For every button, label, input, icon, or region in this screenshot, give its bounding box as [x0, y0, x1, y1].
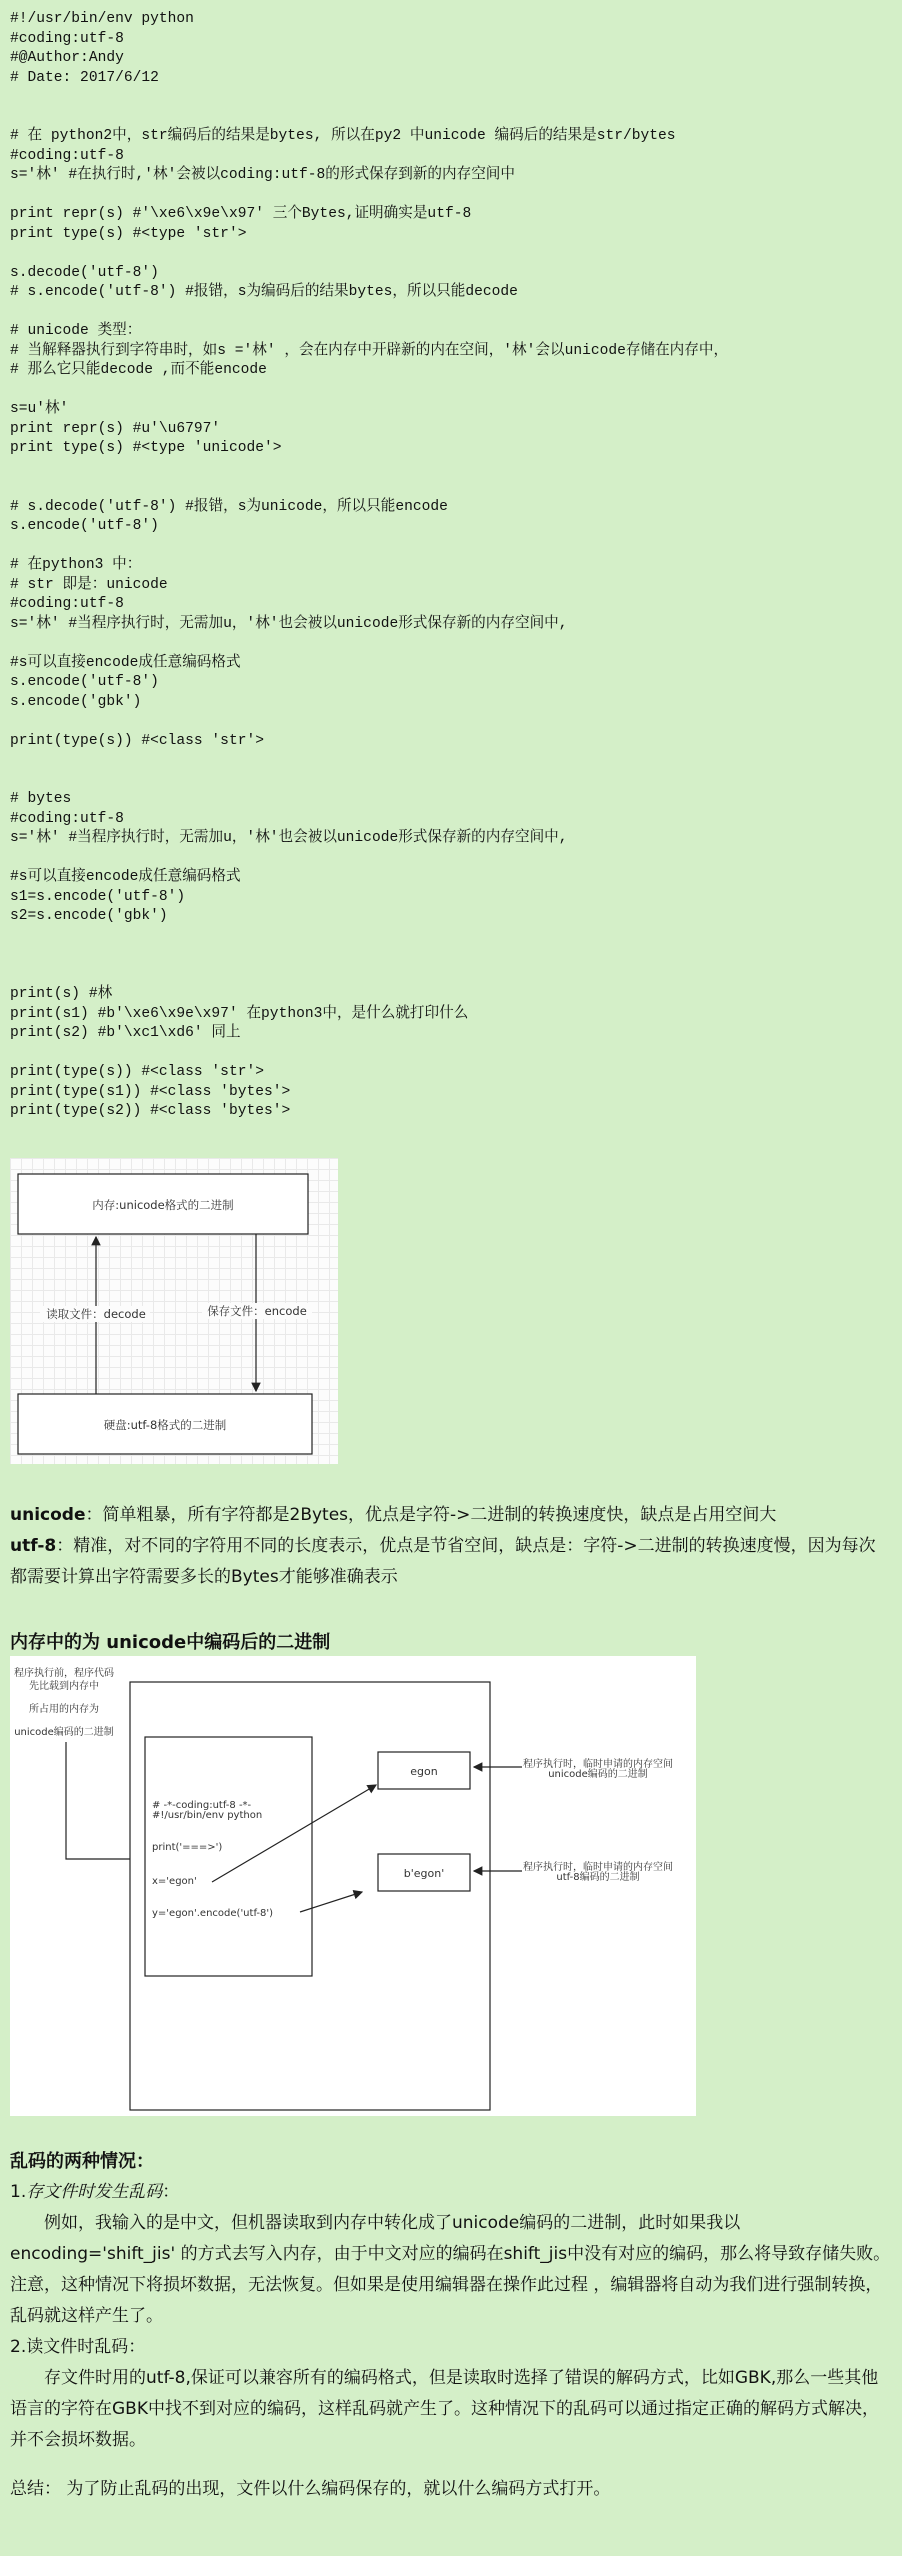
code-line: #coding:utf-8 — [10, 147, 124, 164]
note-bottom-line-2: utf-8编码的二进制 — [556, 1872, 640, 1883]
case2-body: 存文件时用的utf-8,保证可以兼容所有的编码格式，但是读取时选择了错误的解码方式，比如GBK,那么一些其他语言的字符在GBK中找不到对应的编码，这样乱码就产生了。这种情况下的乱码可以通过指定正确的解码方式解决，并不会损坏数据。 — [10, 2368, 879, 2450]
memory-box-label: 内存:unicode格式的二进制 — [92, 1198, 234, 1212]
code-line: # str 即是：unicode — [10, 576, 168, 593]
code-line: # 在python3 中： — [10, 557, 142, 573]
code-box-line-4: x='egon' — [152, 1876, 197, 1887]
note-top-line-2: unicode编码的二进制 — [548, 1769, 648, 1780]
note-top-line-1: 程序执行时，临时申请的内存空间 — [523, 1759, 673, 1770]
code-line: #coding:utf-8 — [10, 30, 124, 47]
code-block — [10, 10, 890, 1122]
case1-body: 例如，我输入的是中文，但机器读取到内存中转化成了unicode编码的二进制，此时如果我以encoding='shift_jis' 的方式去写入内存，由于中文对应的编码在shift_jis中没有对应的编码，那么将导致存储失败。注意，这种情况下将损坏数据，无法恢复。但如果是使用编辑器在操作此过程 ，编辑器将自动为我们进行强制转换，乱码就这样产生了。 — [10, 2213, 891, 2326]
code-line: print(s) #林 — [10, 986, 113, 1002]
code-line: # Date: 2017/6/12 — [10, 69, 159, 86]
code-line: print(type(s)) #<class 'str'> — [10, 732, 264, 749]
code-line — [10, 1044, 890, 1064]
code-line: print(type(s)) #<class 'str'> — [10, 1064, 264, 1080]
code-line: print(s2) #b'\xc1\xd6' 同上 — [10, 1025, 241, 1041]
code-line: # s.encode('utf-8') #报错，s为编码后的结果bytes，所以只能decode — [10, 284, 518, 300]
garbled-section — [10, 2146, 892, 2505]
code-line: #coding:utf-8 — [10, 810, 124, 827]
code-line — [10, 244, 890, 264]
flow-diagram-svg — [10, 1158, 338, 1464]
code-line: s='林' #当程序执行时，无需加u，'林'也会被以unicode形式保存新的内存空间中, — [10, 830, 568, 846]
code-line: #s可以直接encode成任意编码格式 — [10, 869, 241, 885]
code-line: s.encode('gbk') — [10, 693, 142, 710]
code-line: s=u'林' — [10, 401, 69, 417]
code-line: print(type(s1)) #<class 'bytes'> — [10, 1083, 291, 1100]
utf8-definition — [10, 1531, 892, 1593]
code-line — [10, 927, 890, 947]
garbled-heading: 乱码的两种情况： — [10, 2151, 154, 2172]
left-note-line-2: 先比载到内存中 — [29, 1681, 99, 1692]
code-line — [10, 946, 890, 966]
case1-title-text: 存文件时发生乱码 — [26, 2182, 163, 2202]
unicode-text: ：简单粗暴，所有字符都是2Bytes，优点是字符->二进制的转换速度快，缺点是占用空间大 — [85, 1505, 777, 1525]
code-line — [10, 303, 890, 323]
encoding-flow-diagram — [10, 1158, 338, 1464]
code-line: print(type(s2)) #<class 'bytes'> — [10, 1103, 291, 1119]
definitions — [10, 1500, 892, 1593]
code-line: #@Author:Andy — [10, 50, 124, 66]
code-line: print type(s) #<type 'unicode'> — [10, 440, 282, 456]
begon-box-label: b'egon' — [403, 1867, 445, 1880]
code-line: s='林' #当程序执行时，无需加u，'林'也会被以unicode形式保存新的内存空间中, — [10, 615, 568, 632]
unicode-definition — [10, 1500, 892, 1531]
code-line: s1=s.encode('utf-8') — [10, 888, 186, 905]
code-line: #!/usr/bin/env python — [10, 11, 194, 27]
left-note-line-1: 程序执行前，程序代码 — [14, 1668, 114, 1679]
summary: 总结： 为了防止乱码的出现，文件以什么编码保存的，就以什么编码方式打开。 — [10, 2479, 611, 2499]
code-box-line-1: # -*-coding:utf-8 -*- — [152, 1800, 252, 1811]
utf8-term: utf-8 — [10, 1536, 57, 1556]
unicode-term: unicode — [10, 1505, 86, 1525]
code-box-line-5: y='egon'.encode('utf-8') — [152, 1908, 274, 1919]
disk-box-label: 硬盘:utf-8格式的二进制 — [103, 1418, 227, 1432]
code-line — [10, 751, 890, 771]
code-line — [10, 186, 890, 206]
code-line: # 当解释器执行到字符串时，如s ='林' ，会在内存中开辟新的内在空间，'林'会以unicode存储在内存中， — [10, 342, 729, 359]
code-line: # s.decode('utf-8') #报错，s为unicode，所以只能encode — [10, 498, 448, 515]
code-line: # unicode 类型： — [10, 323, 142, 339]
code-line — [10, 459, 890, 479]
code-line: #coding:utf-8 — [10, 596, 124, 612]
code-line — [10, 849, 890, 869]
code-line: s.decode('utf-8') — [10, 264, 159, 281]
code-line: # bytes — [10, 791, 72, 807]
code-line: print type(s) #<type 'str'> — [10, 225, 247, 242]
encode-label: 保存文件：encode — [207, 1304, 307, 1318]
note-bottom-line-1: 程序执行时，临时申请的内存空间 — [523, 1862, 673, 1873]
code-line — [10, 381, 890, 401]
case1-colon: ： — [162, 2182, 180, 2202]
case1-title — [10, 2177, 892, 2208]
code-line: #s可以直接encode成任意编码格式 — [10, 654, 241, 671]
memory-heading: 内存中的为 unicode中编码后的二进制 — [10, 1632, 331, 1653]
case2-title: 2.读文件时乱码： — [10, 2337, 146, 2357]
code-line — [10, 712, 890, 732]
code-box-line-2: #!/usr/bin/env python — [152, 1810, 263, 1821]
code-line — [10, 478, 890, 498]
egon-box-label: egon — [410, 1765, 438, 1778]
code-line: s='林' #在执行时,'林'会被以coding:utf-8的形式保存到新的内存空间中 — [10, 167, 515, 183]
code-line — [10, 634, 890, 654]
code-box — [145, 1737, 312, 1976]
code-line — [10, 108, 890, 128]
left-note-line-3: 所占用的内存为 — [29, 1704, 99, 1715]
code-line — [10, 537, 890, 557]
code-line: s2=s.encode('gbk') — [10, 908, 168, 924]
code-line: s.encode('utf-8') — [10, 674, 159, 690]
utf8-text: ：精准，对不同的字符用不同的长度表示，优点是节省空间，缺点是：字符->二进制的转换速度慢，因为每次都需要计算出字符需要多长的Bytes才能够准确表示 — [10, 1536, 876, 1587]
code-line: s.encode('utf-8') — [10, 518, 159, 534]
decode-label: 读取文件：decode — [46, 1307, 146, 1321]
code-line: # 那么它只能decode ,而不能encode — [10, 362, 267, 378]
left-note-line-4: unicode编码的二进制 — [14, 1727, 114, 1738]
code-line — [10, 771, 890, 791]
case1-prefix: 1. — [10, 2182, 27, 2202]
memory-diagram — [10, 1656, 696, 2116]
code-line: # 在 python2中，str编码后的结果是bytes, 所以在py2 中unicode 编码后的结果是str/bytes — [10, 128, 676, 144]
code-box-line-3: print('===>') — [152, 1842, 223, 1853]
code-line — [10, 88, 890, 108]
code-line: print repr(s) #u'\u6797' — [10, 420, 221, 437]
code-line — [10, 966, 890, 986]
memory-diagram-svg — [10, 1656, 696, 2116]
code-line: print(s1) #b'\xe6\x9e\x97' 在python3中，是什么就打印什么 — [10, 1005, 469, 1022]
code-line: print repr(s) #'\xe6\x9e\x97' 三个Bytes,证明确实是utf-8 — [10, 206, 472, 222]
